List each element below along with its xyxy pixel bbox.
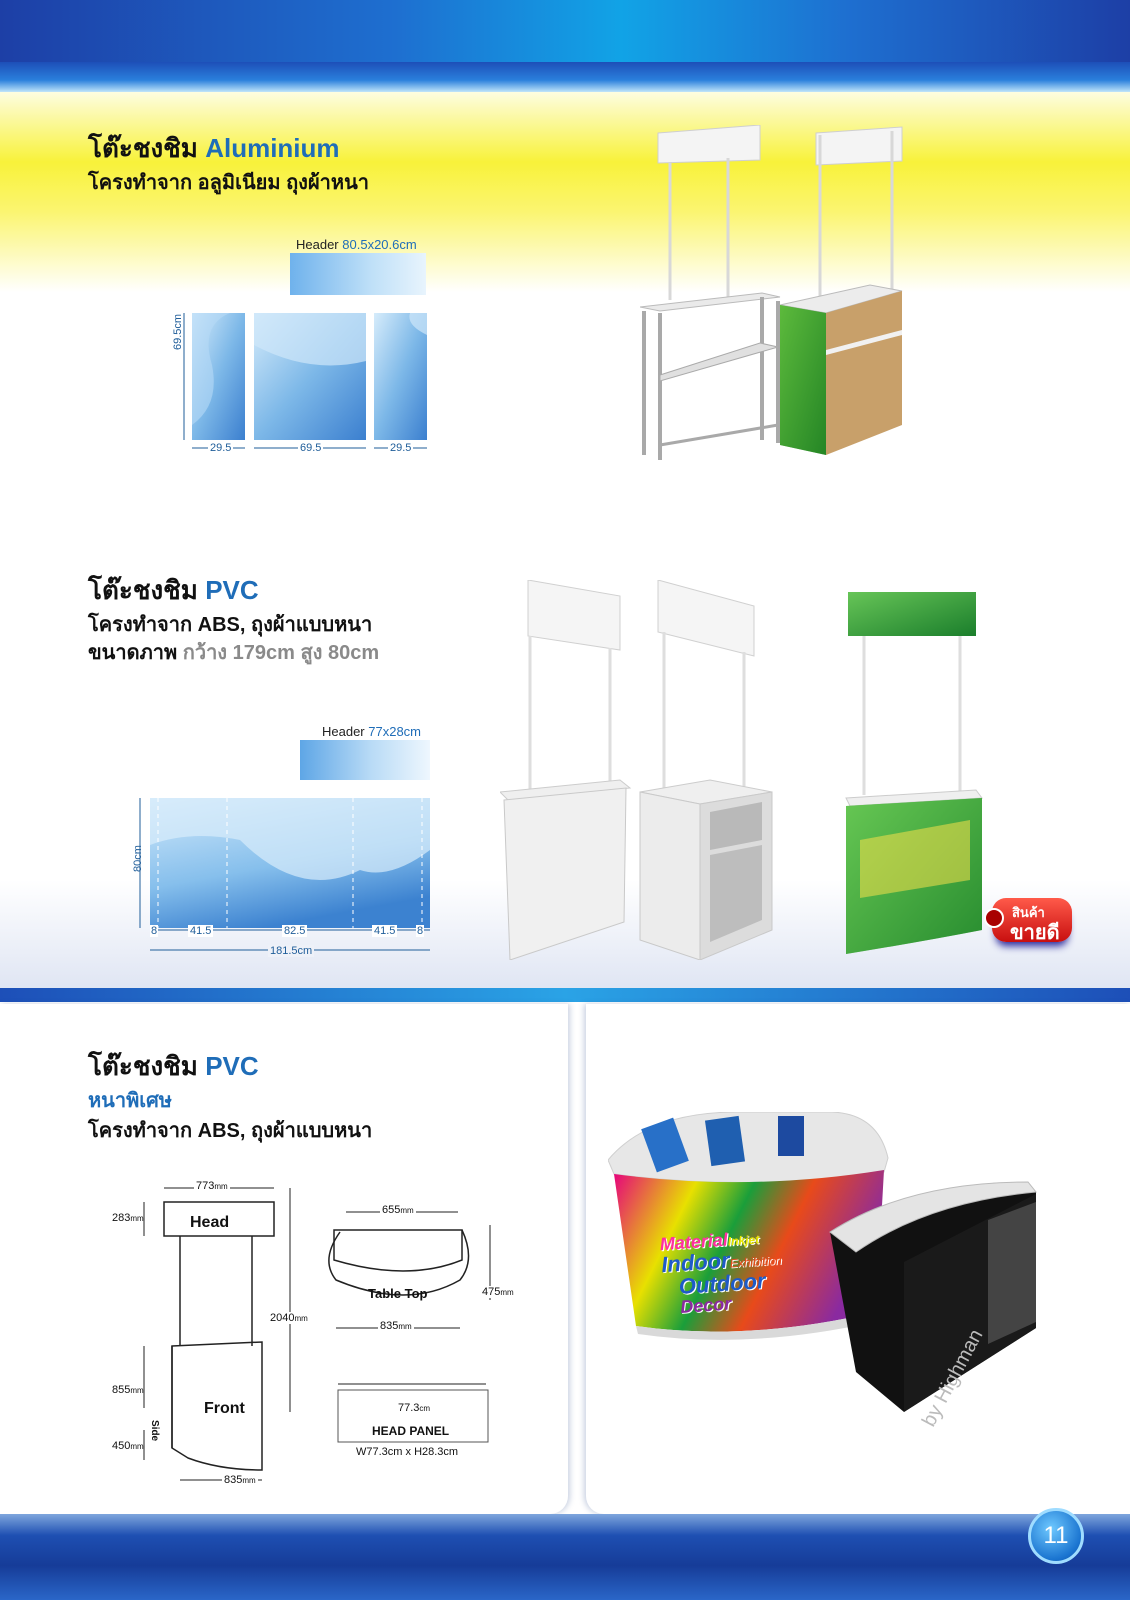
top-banner <box>0 0 1130 62</box>
top-banner-gradient <box>0 62 1130 92</box>
product-text-line2: IndoorExhibition <box>660 1247 783 1278</box>
section2-product-image <box>500 580 990 960</box>
section1-title-en: Aluminium <box>205 133 340 163</box>
diagram-counter-height: 855mm <box>112 1384 144 1396</box>
section2-title-en: PVC <box>205 575 259 605</box>
section1-title <box>88 128 340 169</box>
section1-side-panel-right <box>374 313 427 440</box>
section2-subtitle: โครงทำจาก ABS, ถุงผ้าแบบหนา <box>88 614 373 636</box>
product-brand-text: by Highman <box>918 1325 988 1431</box>
diagram-front-label: Front <box>204 1400 245 1417</box>
bottom-banner <box>0 1514 1130 1600</box>
bestseller-line1: สินค้า <box>1012 905 1045 920</box>
section1-header-panel <box>290 253 426 295</box>
section2-width-2: 41.5 <box>190 925 212 937</box>
section2-image-size-value: กว้าง 179cm สูง 80cm <box>182 642 380 664</box>
section1-subtitle: โครงทำจาก อลูมิเนียม ถุงผ้าหนา <box>88 172 369 194</box>
section2-title <box>88 570 259 611</box>
product-banner-text <box>659 1226 785 1319</box>
diagram-top-width: 773mm <box>196 1180 228 1192</box>
diagram-head-height: 283mm <box>112 1212 144 1224</box>
diagram-tabletop-depth: 475mm <box>482 1286 514 1298</box>
diagram-total-height: 2040mm <box>270 1312 308 1324</box>
section1-layout-diagram <box>170 305 440 465</box>
diagram-tabletop-width: 655mm <box>382 1204 414 1216</box>
section-divider-band <box>0 988 1130 1002</box>
section3-subtitle: โครงทำจาก ABS, ถุงผ้าแบบหนา <box>88 1120 373 1142</box>
section2-height-dim: 80cm <box>132 845 144 872</box>
diagram-tabletop-label: Table Top <box>368 1286 428 1301</box>
section3-title <box>88 1046 259 1087</box>
product-text-line3: Outdoor <box>678 1268 767 1300</box>
bestseller-dot-icon <box>984 908 1004 928</box>
section2-header-size: 77x28cm <box>368 724 422 739</box>
section2-width-1: 8 <box>151 925 158 937</box>
section2-header-panel <box>300 740 430 780</box>
section2-width-5: 8 <box>417 925 424 937</box>
section2-width-4: 41.5 <box>374 925 396 937</box>
section3-subtitle-accent: หนาพิเศษ <box>88 1090 172 1112</box>
section1-title-th: โต๊ะชงชิม <box>88 133 198 163</box>
section3-title-th: โต๊ะชงชิม <box>88 1051 198 1081</box>
section2-width-3: 82.5 <box>284 925 306 937</box>
section3-title-en: PVC <box>205 1051 259 1081</box>
page-number: 11 <box>1028 1508 1084 1564</box>
diagram-panel-title: HEAD PANEL <box>372 1424 450 1438</box>
section1-width-right: 29.5 <box>390 442 412 454</box>
section1-width-center: 69.5 <box>300 442 322 454</box>
diagram-side-label: Side <box>149 1420 160 1442</box>
diagram-panel-size: W77.3cm x H28.3cm <box>356 1446 459 1458</box>
section1-header-label: Header 80.5x20.6cm <box>296 237 417 252</box>
diagram-bottom-width: 835mm <box>224 1474 256 1486</box>
bestseller-line2: ขายดี <box>1010 922 1060 944</box>
section1-width-left: 29.5 <box>210 442 232 454</box>
section2-header-label: Header 77x28cm <box>322 724 422 739</box>
product-text-line1: MaterialInkjet <box>659 1229 760 1255</box>
section1-header-size: 80.5x20.6cm <box>342 237 417 252</box>
section1-height-dim: 69.5cm <box>172 313 184 350</box>
diagram-panel-width: 77.3cm <box>398 1402 431 1414</box>
section2-total-width: 181.5cm <box>270 945 313 957</box>
bestseller-badge <box>992 898 1072 942</box>
diagram-head-label: Head <box>190 1214 230 1231</box>
diagram-depth: 450mm <box>112 1440 144 1452</box>
section1-product-image <box>640 125 930 470</box>
section2-image-size: ขนาดภาพ กว้าง 179cm สูง 80cm <box>88 642 380 664</box>
product-text-line4: Decor <box>679 1293 732 1317</box>
diagram-tabletop-bottom: 835mm <box>380 1320 412 1332</box>
section2-title-th: โต๊ะชงชิม <box>88 575 198 605</box>
